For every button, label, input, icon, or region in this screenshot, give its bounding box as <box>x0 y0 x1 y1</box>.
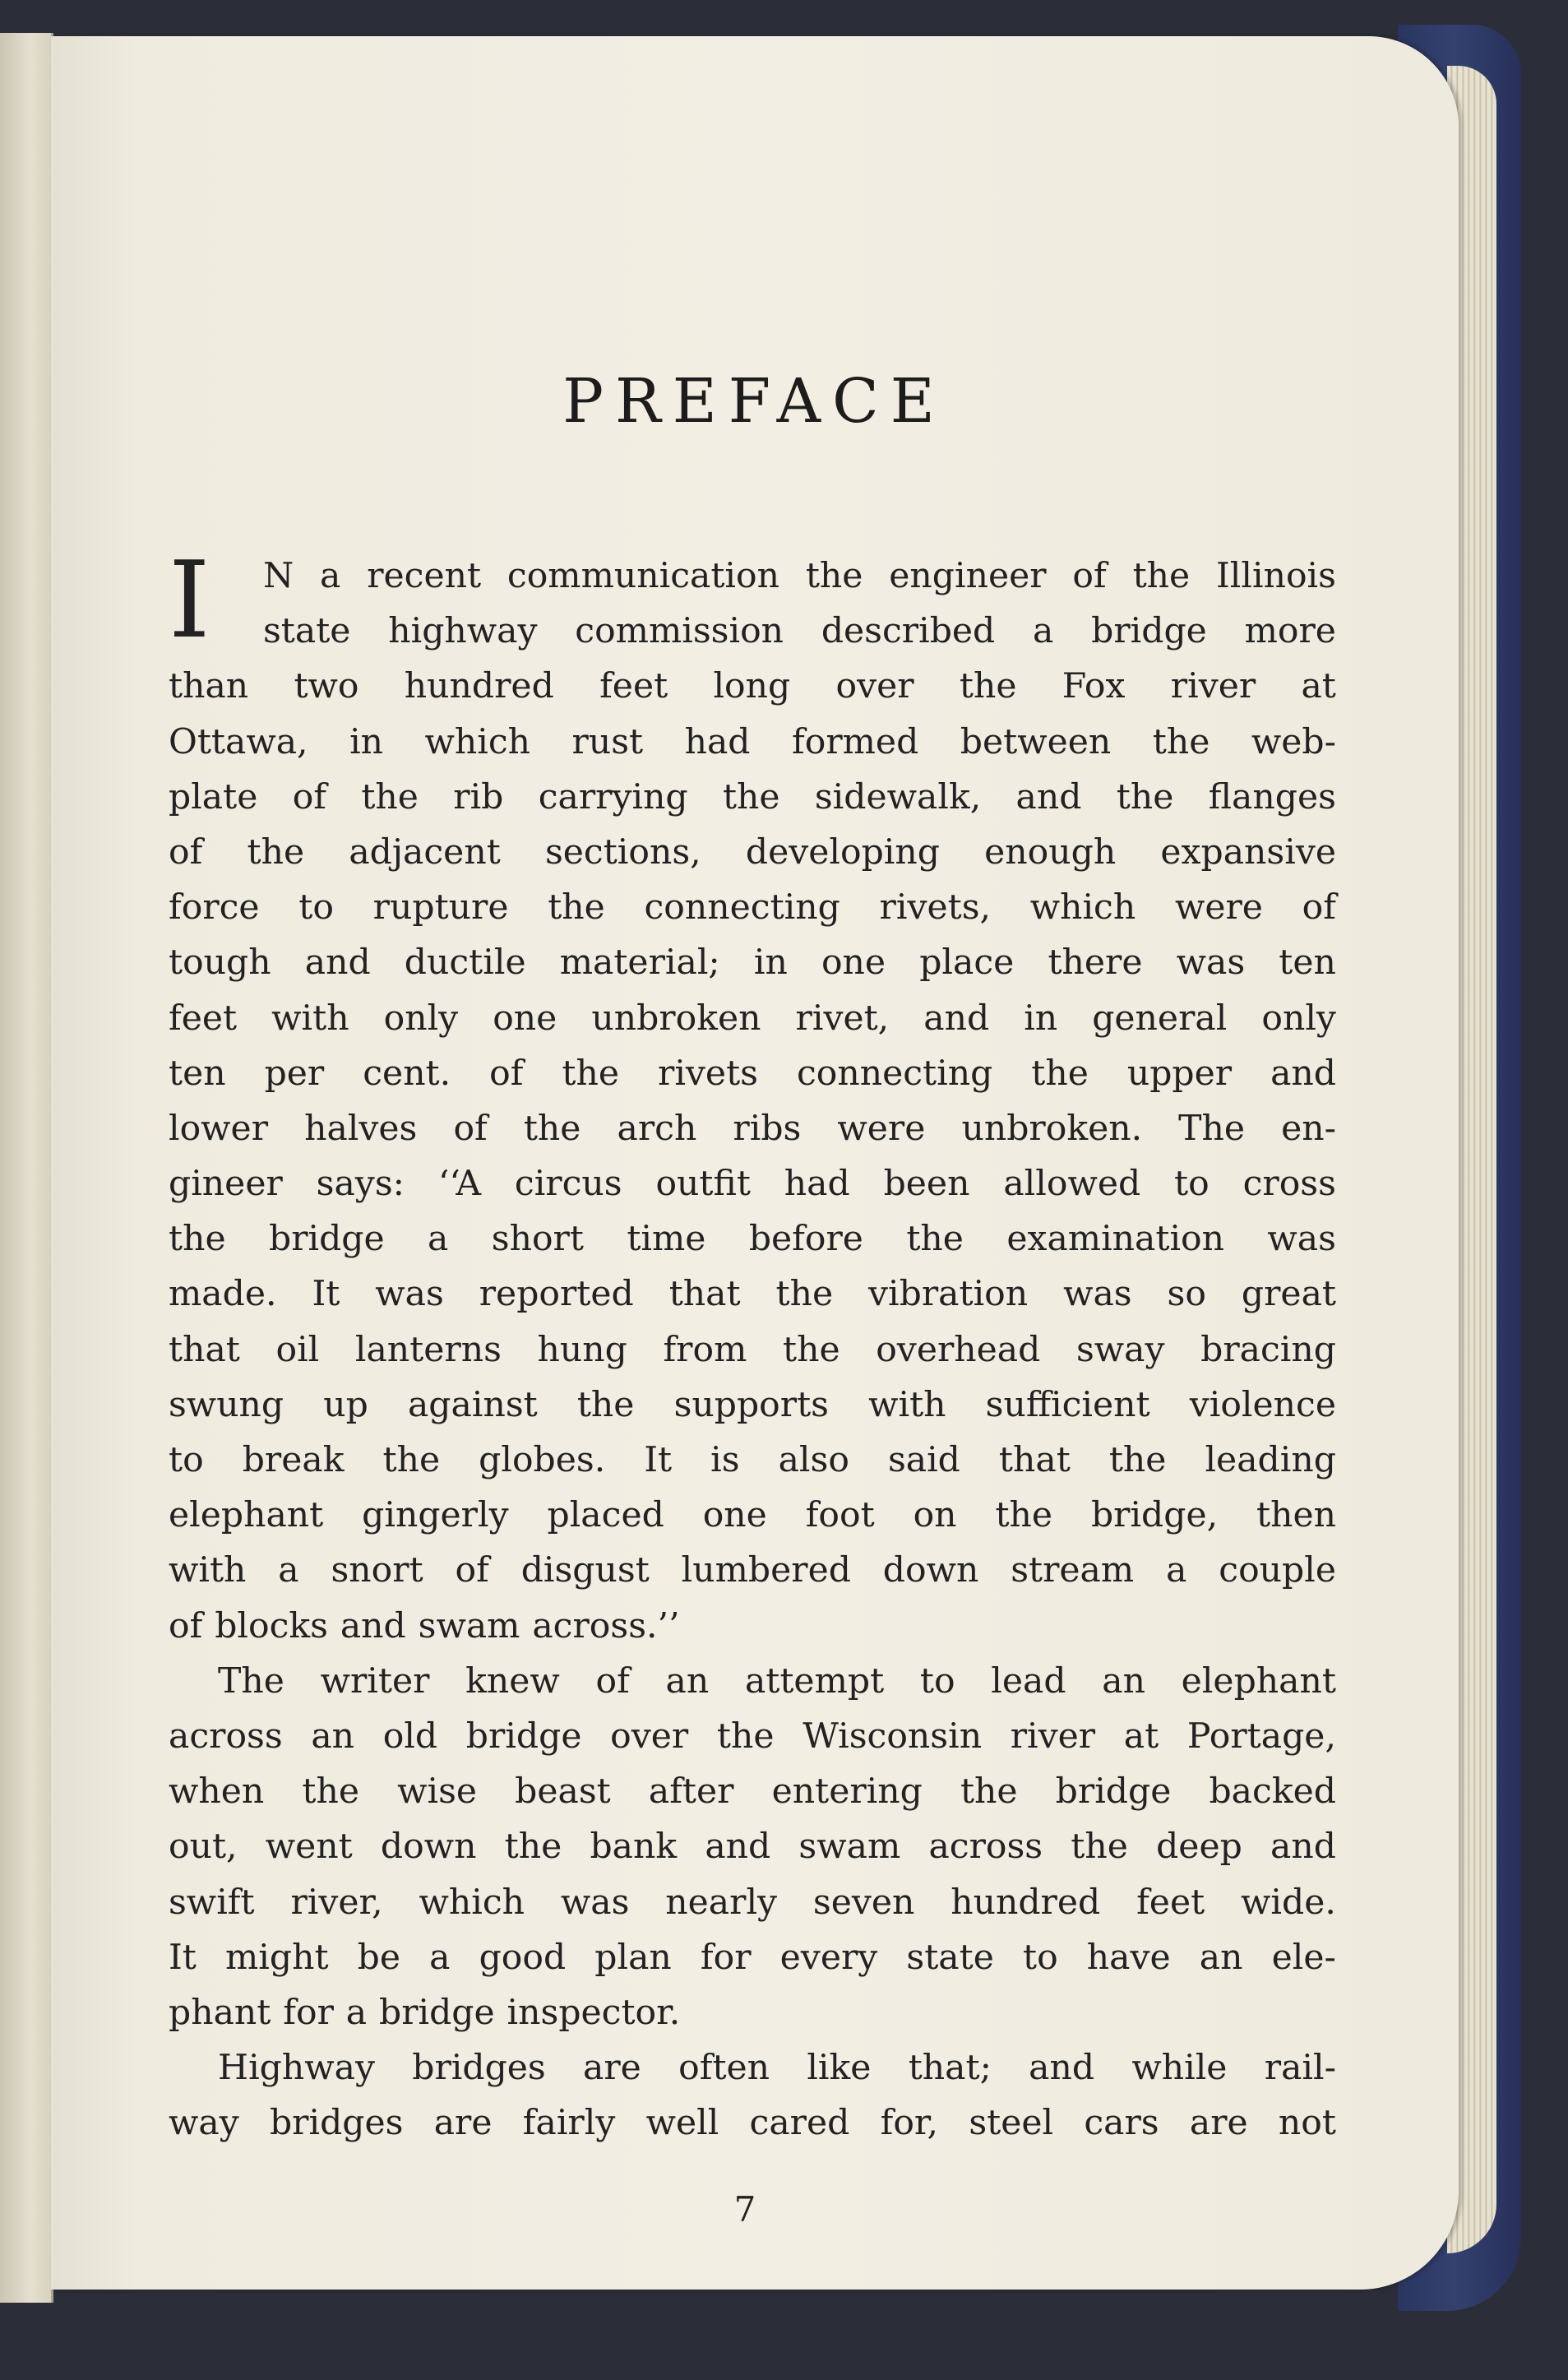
text-line: feet with only one unbroken rivet, and in general only <box>169 998 1336 1039</box>
text-line: state highway commission described a bridge more <box>263 611 1336 652</box>
text-line: plate of the rib carrying the sidewalk, and the flanges <box>169 776 1336 817</box>
text-line: It might be a good plan for every state to have an ele- <box>169 1937 1336 1978</box>
text-line: gineer says: ‘‘A circus outfit had been allowed to cross <box>169 1164 1336 1205</box>
text-line: swift river, which was nearly seven hundred feet wide. <box>169 1882 1336 1923</box>
page-number: 7 <box>733 2189 756 2230</box>
drop-cap: I <box>169 539 210 662</box>
text-line: way bridges are fairly well cared for, steel cars are not <box>169 2103 1336 2144</box>
page-title: PREFACE <box>562 366 946 437</box>
text-line: with a snort of disgust lumbered down stream a couple <box>169 1550 1336 1591</box>
text-line: to break the globes. It is also said that the leading <box>169 1440 1336 1480</box>
text-line: than two hundred feet long over the Fox river at <box>169 666 1336 707</box>
text-line: swung up against the supports with sufficient violence <box>169 1384 1336 1425</box>
text-line: of blocks and swam across.’’ <box>169 1605 680 1646</box>
text-line: force to rupture the connecting rivets, which were of <box>169 887 1336 928</box>
text-line: N a recent communication the engineer of the Illinois <box>263 556 1336 596</box>
text-line: the bridge a short time before the examination was <box>169 1219 1336 1260</box>
text-line: The writer knew of an attempt to lead an elephant <box>218 1660 1336 1702</box>
text-line: Highway bridges are often like that; and while rail- <box>218 2048 1336 2089</box>
text-line: elephant gingerly placed one foot on the bridge, then <box>169 1495 1336 1536</box>
text-line: Ottawa, in which rust had formed between the web- <box>169 721 1336 762</box>
text-line: made. It was reported that the vibration was so great <box>169 1274 1336 1315</box>
preface-body <box>169 539 1336 2151</box>
text-line: phant for a bridge inspector. <box>169 1992 681 2033</box>
text-line: ten per cent. of the rivets connecting the upper and <box>169 1053 1336 1094</box>
text-line: of the adjacent sections, developing enough expansive <box>169 831 1336 873</box>
text-line: out, went down the bank and swam across the deep and <box>169 1827 1336 1868</box>
text-line: lower halves of the arch ribs were unbroken. The en- <box>169 1108 1336 1149</box>
text-line: that oil lanterns hung from the overhead sway bracing <box>169 1329 1336 1370</box>
text-line: tough and ductile material; in one place there was ten <box>169 942 1336 984</box>
text-line: when the wise beast after entering the bridge backed <box>169 1771 1336 1813</box>
text-line: across an old bridge over the Wisconsin river at Portage, <box>169 1716 1336 1757</box>
